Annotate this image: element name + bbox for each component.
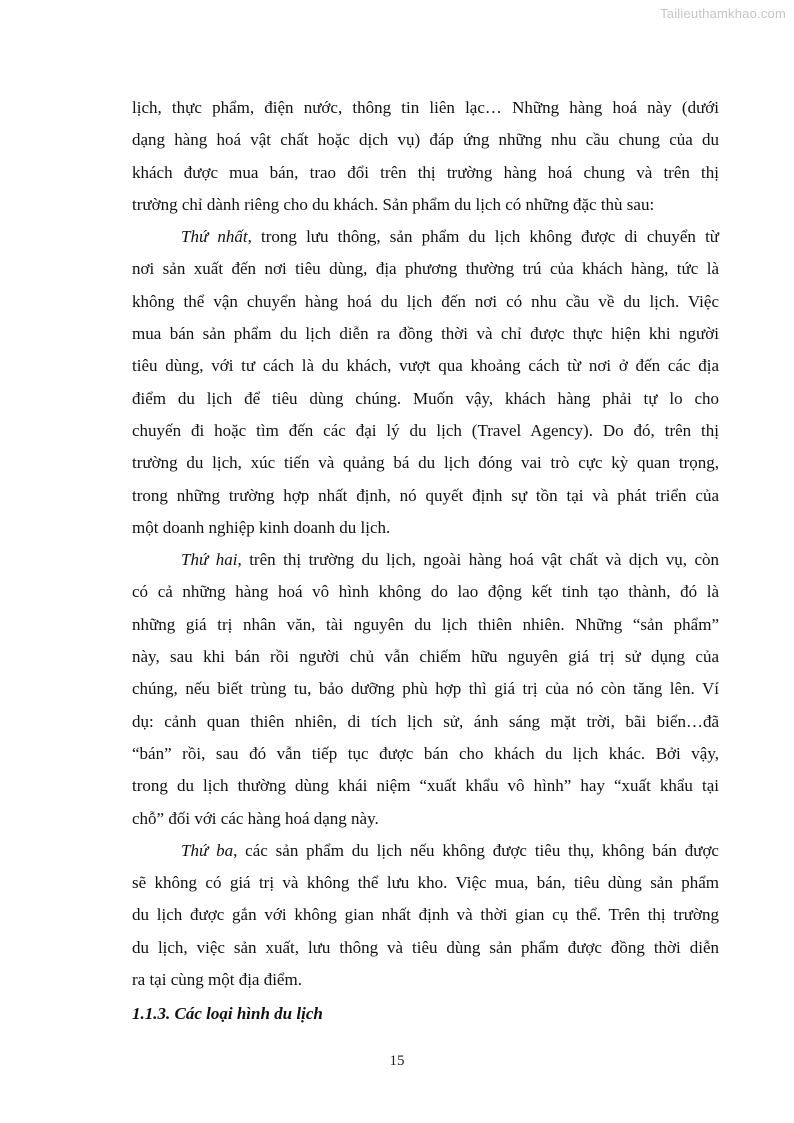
- text-line: dạng hàng hoá vật chất hoặc dịch vụ) đáp ứng những nhu cầu chung của du: [132, 130, 719, 150]
- text-line: trường du lịch, xúc tiến và quảng bá du lịch đóng vai trò cực kỳ quan trọng,: [132, 453, 719, 473]
- watermark: Tailieuthamkhao.com: [660, 6, 786, 21]
- text-line: [132, 544, 719, 576]
- page-number: 15: [389, 1053, 405, 1069]
- text-line: “bán” rồi, sau đó vẫn tiếp tục được bán cho khách du lịch khác. Bởi vậy,: [132, 743, 719, 763]
- paragraph-lead: Thứ ba: [181, 840, 234, 860]
- paragraph: [132, 92, 719, 221]
- text-line: một doanh nghiệp kinh doanh du lịch.: [132, 517, 391, 537]
- text-line: không thể vận chuyển hàng hoá du lịch đến nơi có nhu cầu về du lịch. Việc: [132, 291, 719, 311]
- text-line: chỗ” đối với các hàng hoá dạng này.: [132, 808, 379, 828]
- line-rest: , trong lưu thông, sản phẩm du lịch không được di chuyển từ: [247, 227, 720, 247]
- text-line: chúng, nếu biết trùng tu, bảo dưỡng phù hợp thì giá trị của nó còn tăng lên. Ví: [132, 679, 719, 699]
- text-line: điểm du lịch để tiêu dùng chúng. Muốn vậy, khách hàng phải tự lo cho: [132, 388, 719, 408]
- line-rest: , các sản phẩm du lịch nếu không được tiêu thụ, không bán được: [233, 840, 719, 860]
- line-rest: , trên thị trường du lịch, ngoài hàng hoá vật chất và dịch vụ, còn: [237, 550, 719, 570]
- text-line: du lịch, việc sản xuất, lưu thông và tiêu dùng sản phẩm được đồng thời diễn: [132, 937, 719, 957]
- text-line: trường chỉ dành riêng cho du khách. Sản phẩm du lịch có những đặc thù sau:: [132, 194, 655, 214]
- text-line: trong những trường hợp nhất định, nó quyết định sự tồn tại và phát triển của: [132, 485, 719, 505]
- text-line: nơi sản xuất đến nơi tiêu dùng, địa phương thường trú của khách hàng, tức là: [132, 259, 719, 279]
- paragraph-lead: Thứ nhất: [181, 227, 248, 247]
- text-line: sẽ không có giá trị và không thể lưu kho. Việc mua, bán, tiêu dùng sản phẩm: [132, 873, 719, 893]
- text-line: có cả những hàng hoá vô hình không do lao động kết tinh tạo thành, đó là: [132, 582, 719, 602]
- text-line: tiêu dùng, với tư cách là du khách, vượt qua khoảng cách từ nơi ở đến các địa: [132, 356, 719, 376]
- text-line: du lịch được gắn với không gian nhất định và thời gian cụ thể. Trên thị trường: [132, 905, 719, 925]
- text-line: dụ: cảnh quan thiên nhiên, di tích lịch sử, ánh sáng mặt trời, bãi biển…đã: [132, 711, 719, 731]
- paragraph-lead: Thứ hai: [181, 550, 238, 570]
- text-line: chuyến đi hoặc tìm đến các đại lý du lịch (Travel Agency). Do đó, trên thị: [132, 420, 719, 440]
- text-line: [132, 835, 719, 867]
- text-line: này, sau khi bán rồi người chủ vẫn chiếm hữu nguyên giá trị sử dụng của: [132, 647, 719, 667]
- paragraph-thu-hai: [132, 544, 719, 835]
- text-line: trong du lịch thường dùng khái niệm “xuất khẩu vô hình” hay “xuất khẩu tại: [132, 776, 719, 796]
- document-body: [132, 92, 719, 1031]
- paragraph-thu-nhat: [132, 221, 719, 544]
- paragraph-thu-ba: [132, 835, 719, 996]
- text-line: [132, 221, 719, 253]
- text-line: những giá trị nhân văn, tài nguyên du lịch thiên nhiên. Những “sản phẩm”: [132, 614, 719, 634]
- text-line: mua bán sản phẩm du lịch diễn ra đồng thời và chỉ được thực hiện khi người: [132, 324, 719, 344]
- section-heading: 1.1.3. Các loại hình du lịch: [132, 1004, 323, 1024]
- text-line: khách được mua bán, trao đổi trên thị trường hàng hoá chung và trên thị: [132, 162, 719, 182]
- text-line: ra tại cùng một địa điểm.: [132, 970, 302, 990]
- text-line: lịch, thực phẩm, điện nước, thông tin liên lạc… Những hàng hoá này (dưới: [132, 98, 719, 117]
